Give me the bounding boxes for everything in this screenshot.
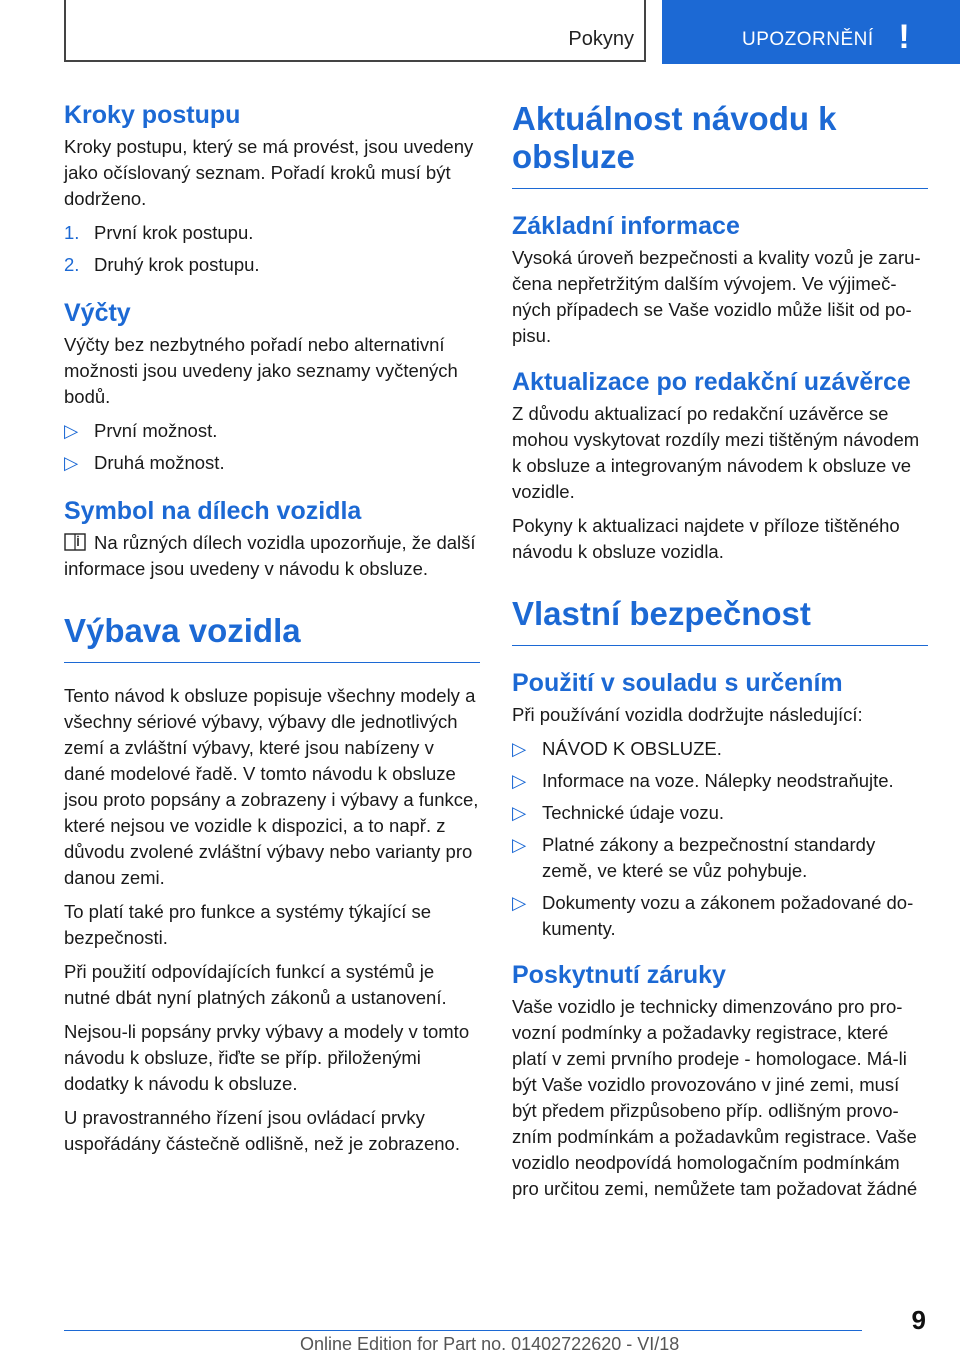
intended-use-heading: Použití v souladu s určením bbox=[512, 669, 843, 697]
equipment-heading: Výbava vozidla bbox=[64, 612, 480, 663]
step-text: První krok postupu. bbox=[94, 222, 254, 243]
triangle-bullet-icon: ▷ bbox=[512, 802, 527, 823]
exclamation-icon: ! bbox=[898, 18, 910, 56]
list-item bbox=[512, 890, 928, 942]
list-item bbox=[512, 832, 928, 884]
symbol-heading: Symbol na dílech vozidla bbox=[64, 497, 362, 525]
bullet-text: Druhá možnost. bbox=[94, 452, 225, 473]
list-item bbox=[64, 450, 480, 476]
triangle-bullet-icon: ▷ bbox=[64, 452, 79, 473]
intended-use-list bbox=[512, 736, 928, 942]
equipment-paragraph: Tento návod k obsluze popisuje všechny modely a všechny sériové výbavy, výbavy dle jednotlivých zemí a zvláštní výbavy, které jsou nabízeny v dané modelové řadě. V tomto návodu k obsluze jsou proto popsány a zobrazeny i výbavy a funkce, které nejsou ve vozidle k dispozici, a to např. z důvodu zvolené zvláštní výbavy nebo varianty pro danou zemi. bbox=[64, 685, 479, 888]
list-item bbox=[512, 800, 928, 826]
bullets-heading: Výčty bbox=[64, 299, 131, 327]
warning-tab bbox=[662, 0, 960, 64]
bullet-text: První možnost. bbox=[94, 420, 218, 441]
right-column bbox=[512, 100, 928, 1210]
bullet-text: Informace na voze. Nálepky neodstraňujte. bbox=[542, 770, 894, 791]
warning-label: UPOZORNĚNÍ bbox=[742, 29, 874, 50]
triangle-bullet-icon: ▷ bbox=[512, 738, 527, 759]
equipment-paragraph: Při použití odpovídajících funkcí a systémů je nutné dbát nyní platných zákonů a ustanovení. bbox=[64, 961, 447, 1008]
list-item bbox=[64, 418, 480, 444]
warranty-heading: Poskytnutí záruky bbox=[512, 961, 726, 989]
symbol-paragraph bbox=[64, 530, 480, 582]
list-item bbox=[64, 252, 480, 278]
safety-heading: Vlastní bezpečnost bbox=[512, 595, 928, 646]
edition-label: Online Edition for Part no. 01402722620 - VI/18 bbox=[300, 1334, 680, 1354]
triangle-bullet-icon: ▷ bbox=[64, 420, 79, 441]
list-item bbox=[512, 768, 928, 794]
basic-info-heading: Základní informace bbox=[512, 212, 740, 240]
bullet-text: Dokumenty vozu a zákonem požadované dokumenty. bbox=[542, 892, 914, 939]
section-box bbox=[64, 0, 646, 62]
equipment-paragraph: Nejsou-li popsány prvky výbavy a modely v tomto návodu k obsluze, řiďte se příp. přiloženými dodatky k návodu k obsluze. bbox=[64, 1021, 470, 1094]
page-number: 9 bbox=[911, 1305, 926, 1335]
update-paragraph: Pokyny k aktualizaci najdete v příloze tištěného návodu k obsluze vozidla. bbox=[512, 515, 900, 562]
bullets-intro: Výčty bez nezbytného pořadí nebo alternativní možnosti jsou uvedeny jako seznamy vyčtených bodů. bbox=[64, 334, 458, 407]
update-heading: Aktualizace po redakční uzávěrce bbox=[512, 368, 911, 396]
list-item bbox=[512, 736, 928, 762]
bullet-text: NÁVOD K OBSLUZE. bbox=[542, 738, 722, 759]
intended-use-intro: Při používání vozidla dodržujte následující: bbox=[512, 704, 863, 725]
triangle-bullet-icon: ▷ bbox=[512, 834, 527, 855]
left-column bbox=[64, 100, 480, 1165]
update-paragraph: Z důvodu aktualizací po redakční uzávěrce se mohou vyskytovat rozdíly mezi tištěným návodem k obsluze a integrovaným návodem k obsluze ve vozidle. bbox=[512, 403, 920, 502]
triangle-bullet-icon: ▷ bbox=[512, 770, 527, 791]
equipment-paragraph: To platí také pro funkce a systémy týkající se bezpečnosti. bbox=[64, 901, 432, 948]
bullet-text: Platné zákony a bezpečnostní standardy země, ve které se vůz pohybuje. bbox=[542, 834, 876, 881]
bullets-list bbox=[64, 418, 480, 476]
book-icon bbox=[64, 533, 86, 551]
basic-info-text: Vysoká úroveň bezpečnosti a kvality vozů je zaručena nepřetržitým dalším vývojem. Ve výjimečných případech se Vaše vozidlo může lišit od popisu. bbox=[512, 247, 921, 346]
step-number: 1. bbox=[64, 222, 80, 243]
warranty-text: Vaše vozidlo je technicky dimenzováno pro provozní podmínky a požadavky registrace, které platí v zemi prvního prodeje - homologace. Má-li být Vaše vozidlo provozováno v jiné zemi, musí být předem přizpůsobeno příp. odlišným provozním podmínkám a požadavkům registrace. Vaše vozidlo neodpovídá homologačním podmínkám pro určitou zemi, nemůžete tam požadovat žádné bbox=[512, 996, 918, 1199]
steps-intro: Kroky postupu, který se má provést, jsou uvedeny jako očíslovaný seznam. Pořadí kroků musí být dodrženo. bbox=[64, 136, 474, 209]
bullet-text: Technické údaje vozu. bbox=[542, 802, 725, 823]
steps-list bbox=[64, 220, 480, 278]
symbol-text: Na různých dílech vozidla upozorňuje, že další informace jsou uvedeny v návodu k obsluze. bbox=[64, 532, 476, 579]
triangle-bullet-icon: ▷ bbox=[512, 892, 527, 913]
currency-heading: Aktuálnost návodu k obsluze bbox=[512, 100, 928, 189]
step-text: Druhý krok postupu. bbox=[94, 254, 260, 275]
section-label: Pokyny bbox=[568, 28, 634, 50]
step-number: 2. bbox=[64, 254, 80, 275]
page-header bbox=[0, 0, 960, 66]
equipment-paragraph: U pravostranného řízení jsou ovládací prvky uspořádány částečně odlišně, než je zobrazeno. bbox=[64, 1107, 460, 1154]
steps-heading: Kroky postupu bbox=[64, 101, 241, 129]
footer-divider bbox=[64, 1330, 862, 1331]
list-item bbox=[64, 220, 480, 246]
